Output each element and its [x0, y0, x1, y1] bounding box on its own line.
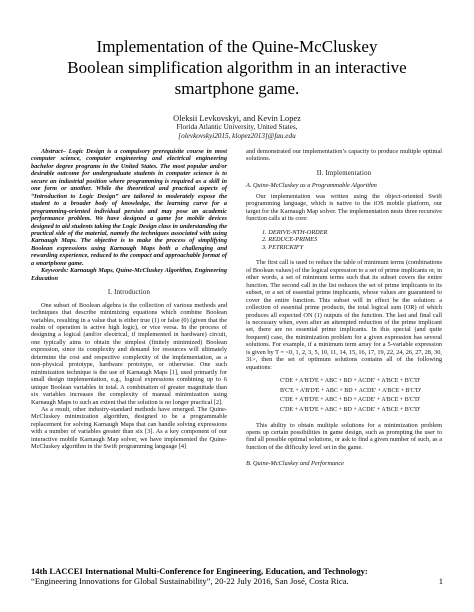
page-number: 1 [438, 576, 443, 586]
equation: C'DE + A'B'D'E + ABC + BD + ACDE' + A'BCE + B'C'D' [280, 406, 421, 413]
section-heading-introduction: I. Introduction [107, 289, 151, 297]
left-column [31, 148, 227, 451]
section-heading-implementation: II. Implementation [316, 169, 372, 177]
intro-paragraph-1: One subset of Boolean algebra is the collection of various methods and techniques that describe minimizing equations which combine Boolean variables, resulting in a value that is either true (1) or false (0) (given that the realm of operation is active high logic), or vice versa. In the process of designing a logical (and/or electrical, if implemented in hardware) circuit, one typically aims to obtain the simplest (finitely minimized) Boolean expression, since its complexity and demand for resources will ultimately determine the cost and respective complexity of the implementation, as a non-physical prototype, hardware prototype, or otherwise. One such minimization technique is the use of Karnaugh Maps [1], used primarily for small design implementation, e.g., logical expressions combining up to 6 unique Boolean variables in total. A combination of greater magnitude than six variables increases the complexity of manual minimization using Karnaugh Maps to such an extent that the solution is no longer practical [2]. [31, 301, 227, 406]
keywords [31, 267, 227, 282]
right-column [246, 148, 442, 471]
right-paragraph-3: The first call is used to reduce the table of minimum terms (combinations of Boolean values) of the logical expression to a set of prime implicants or, in other words, a set of minimum terms such that its subset covers the entire function. The second call in the list reduces the set of prime implicants to its subset, or a set of essential prime implicants, whose values are guaranteed to cover the entire function. This subset will in effect be the solution: a collection of essential prime products, the total logical sum (OR) of which produces all expected ON (1) outputs of the function. The last and final call is necessary when, even after an attempted reduction of the prime implicant set, there are no essential prime implicants. In this special (and quite frequent) case, the minimization problem for a given expression has several solutions. For example, if a minimum term array for a 5-variable expression is given by T = <0, 1, 2, 3, 5, 10, 11, 14, 15, 16, 17, 19, 22, 24, 26, 27, 28, 30, 31>, then the set of optimum solutions contains all of the following equations: [246, 259, 442, 371]
list-item: 1. DERIVE-NTH-ORDER [262, 228, 328, 236]
intro-paragraph-2: As a result, other industry-standard methods have emerged. The Quine-McCluskey minimization algorithm, designed to be a programmable replacement for solving Karnaugh Maps that can handle solving expressions with a number of variables greater than six [3]. As a key component of our interactive mobile Karnaugh Map solver, we have implemented the Quine-McCluskey algorithm in the Swift programming language [4] [31, 405, 227, 451]
conference-footer [31, 566, 443, 586]
author-affiliation: Florida Atlantic University, United States, [176, 123, 298, 131]
abstract-lead: Abstract– [41, 148, 66, 155]
abstract-body: Logic Design is a compulsory prerequisite course in most computer science, computer engineering and electrical engineering bachelor degree programs in the United States. The most popular and/or desirable outcome for undergraduate students in computer science is to secure an industrial position where programming is required as a skill in one form or another. While the theoretical and practical aspects of “Introduction to Logic Design” are tailored to moderately expose the student to a broader body of knowledge, the learning curve for a programming-oriented individual persists and may pose an academic performance problem. We have designed a game for mobile devices designed to aid students taking the Logic Design class in understanding the practical side of the material, namely the techniques associated with using Karnaugh Maps. The objective is to make the process of simplifying Boolean expressions using Karnaugh Maps both a challenging and rewarding experience, reduced to the compact and approachable format of a smartphone game. [31, 148, 227, 267]
list-item: 2. REDUCE-PRIMES [262, 236, 318, 244]
right-paragraph-1: and demonstrated our implementation’s capacity to produce multiple optimal solutions. [246, 148, 442, 163]
subsection-heading-a: A. Quine-McCluskey as a Programmable Algorithm [246, 182, 377, 190]
paper-title [30, 36, 444, 99]
list-item: 3. PETRICKIFY [262, 243, 304, 251]
title-line-2: Boolean simplification algorithm in an interactive [67, 58, 407, 77]
keywords-lead: Keywords: [41, 267, 69, 275]
equation: B'C'E + A'B'D'E + ABC + BD + ACDE' + A'BCE + B'C'D' [280, 387, 422, 394]
author-emails: [olevkovskyi2015, klopez2013]@fau.edu [178, 132, 296, 140]
equation: C'DE + A'B'D'E + ABC + BD + ACDE' + A'BCE + B'C'D' [280, 397, 421, 404]
footer-line-2: “Engineering Innovations for Global Sustainability”, 20-22 July 2016, San José, Costa Rica. [31, 576, 349, 586]
right-paragraph-4: This ability to obtain multiple solutions for a minimization problem opens up certain possibilities in game design, such as prompting the user to find all possible optimal solutions, or ask to find a given number of such, as a function of the difficulty level set in the game. [246, 421, 442, 451]
author-block [100, 114, 374, 141]
author-names: Oleksii Levkovskyi, and Kevin Lopez [173, 114, 301, 123]
equation: C'DE + A'B'D'E + ABC + BD + ACDE' + A'BCE + B'C'D' [280, 378, 421, 385]
footer-line-1: 14th LACCEI International Multi-Conference for Engineering, Education, and Technology: [31, 566, 368, 576]
subsection-heading-b: B. Quine-McCluskey and Performance [246, 460, 344, 468]
title-line-3: smartphone game. [174, 79, 300, 98]
keywords-body: Karnaugh Maps, Quine-McCluskey Algorithm, Engineering Education [31, 267, 227, 282]
equation-list [280, 377, 442, 415]
right-paragraph-2: Our implementation was written using the object-oriented Swift programming language, which is native to the iOS mobile platform, our target for the Karnaugh Map solver. The implementation nests three recursive function calls at its core: [246, 192, 442, 223]
title-line-1: Implementation of the Quine-McCluskey [96, 37, 378, 56]
function-call-list [262, 229, 442, 252]
abstract [31, 148, 227, 267]
